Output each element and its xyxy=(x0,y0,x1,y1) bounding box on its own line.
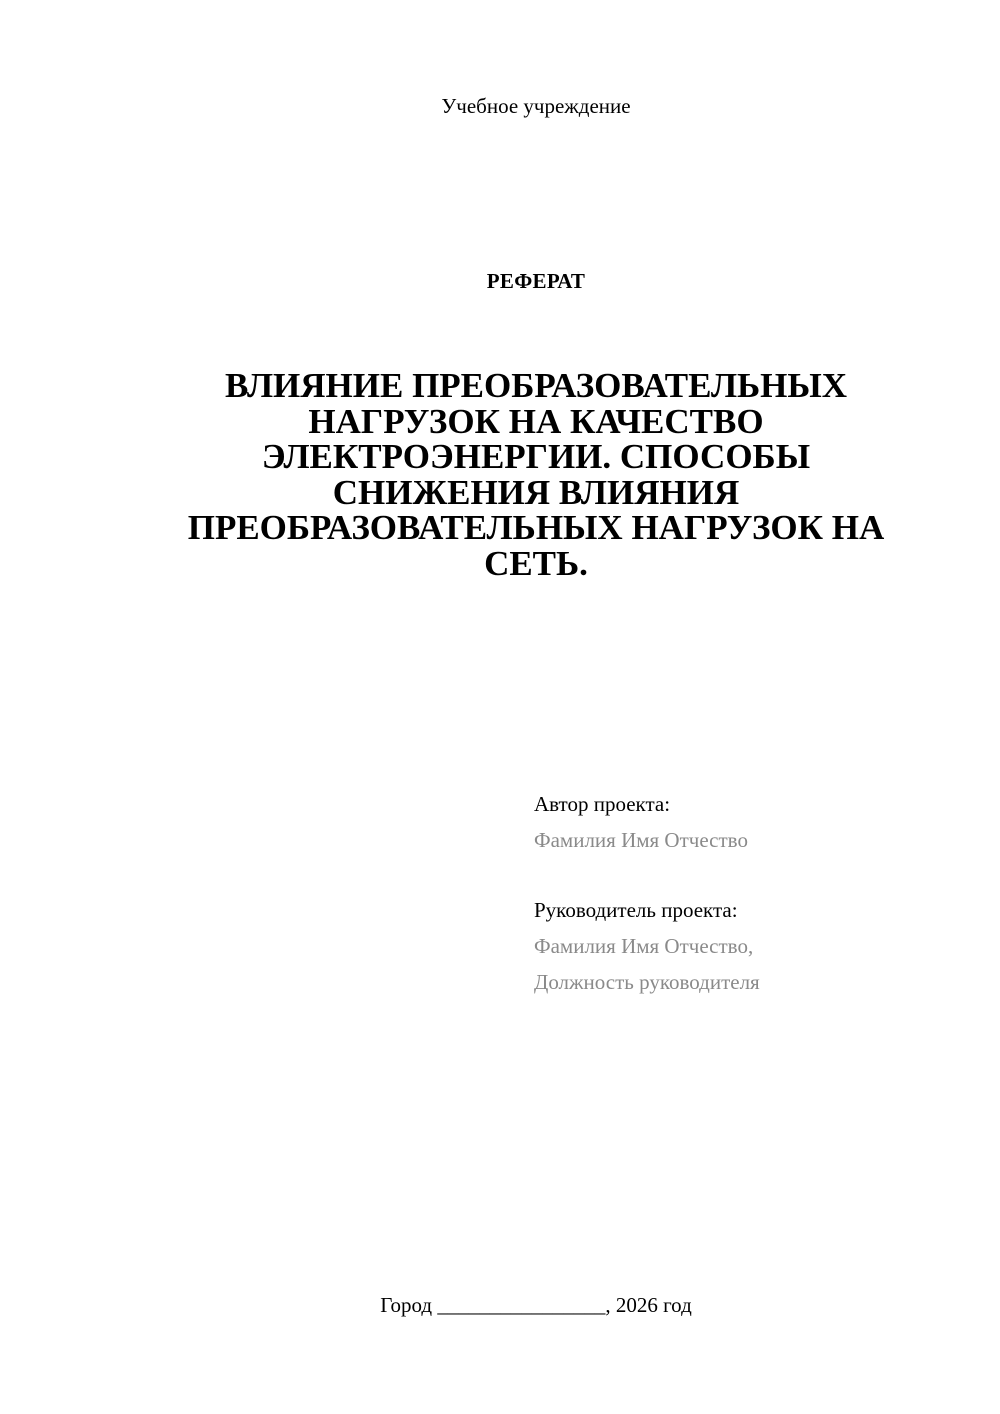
city-year-line: Город ________________, 2026 год xyxy=(380,1293,692,1317)
supervisor-name: Фамилия Имя Отчество, xyxy=(534,934,754,958)
author-name: Фамилия Имя Отчество xyxy=(534,828,748,852)
author-block xyxy=(534,786,974,858)
institution-name: Учебное учреждение xyxy=(441,94,631,118)
supervisor-label: Руководитель проекта: xyxy=(534,898,738,922)
supervisor-block xyxy=(534,892,974,1000)
document-type: РЕФЕРАТ xyxy=(486,269,586,293)
document-title: ВЛИЯНИЕ ПРЕОБРАЗОВАТЕЛЬНЫХ НАГРУЗОК НА КАЧЕСТВО ЭЛЕКТРОЭНЕРГИИ. СПОСОБЫ СНИЖЕНИЯ ВЛИЯНИЯ ПРЕОБРАЗОВАТЕЛЬНЫХ НАГРУЗОК НА СЕТЬ. xyxy=(187,366,885,583)
supervisor-position: Должность руководителя xyxy=(534,970,760,994)
author-label: Автор проекта: xyxy=(534,792,671,816)
